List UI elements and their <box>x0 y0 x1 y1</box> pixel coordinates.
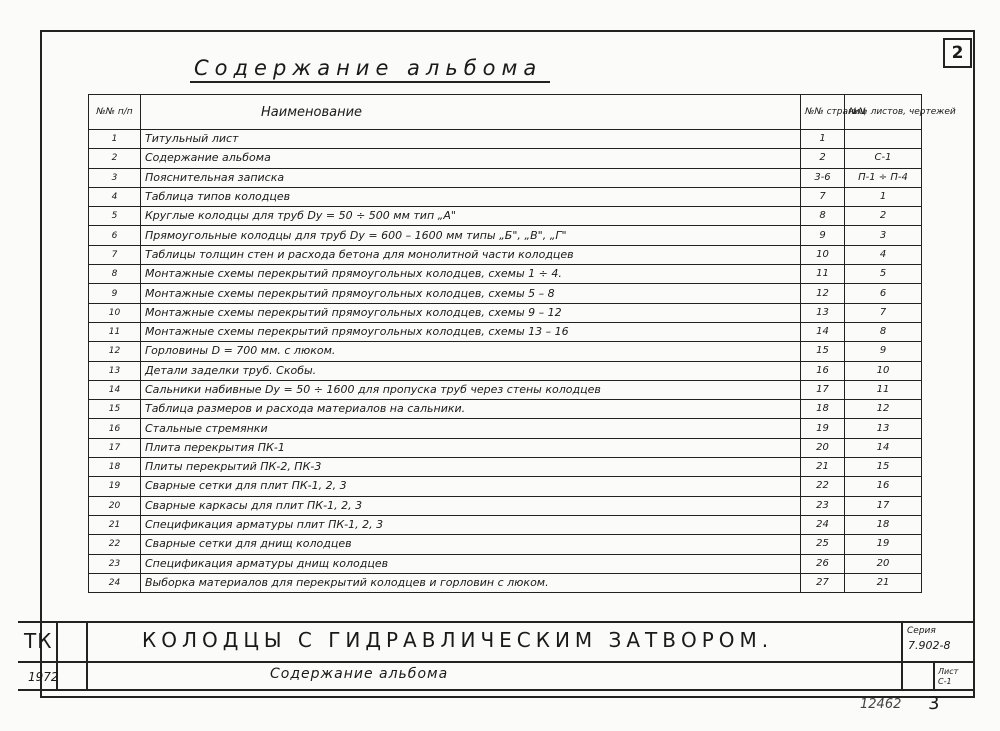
row-name: Горловины D = 700 мм. с люком. <box>141 342 801 361</box>
stamp-subtitle: Содержание альбома <box>270 666 449 682</box>
row-page: 14 <box>801 322 845 341</box>
row-number: 1 <box>89 130 141 149</box>
inventory-number: 12462 <box>860 697 902 712</box>
row-page: 3-6 <box>801 168 845 187</box>
row-sheet: С-1 <box>845 149 922 168</box>
document-title: Содержание альбома <box>190 55 550 83</box>
row-name: Содержание альбома <box>141 149 801 168</box>
table-row <box>89 477 922 496</box>
header-sheets: №№ листов, чертежей <box>845 95 922 130</box>
row-sheet: 1 <box>845 187 922 206</box>
table-row <box>89 130 922 149</box>
row-number: 22 <box>89 535 141 554</box>
row-sheet: П-1 ÷ П-4 <box>845 168 922 187</box>
row-name: Таблица размеров и расхода материалов на сальники. <box>141 400 801 419</box>
row-page: 1 <box>801 130 845 149</box>
row-sheet: 19 <box>845 535 922 554</box>
table-row <box>89 535 922 554</box>
table-row <box>89 226 922 245</box>
page-number: 3 <box>928 693 940 714</box>
row-name: Спецификация арматуры плит ПК-1, 2, 3 <box>141 515 801 534</box>
table-row <box>89 342 922 361</box>
table-row <box>89 400 922 419</box>
table-row <box>89 438 922 457</box>
project-title: КОЛОДЦЫ С ГИДРАВЛИЧЕСКИМ ЗАТВОРОМ. <box>142 628 774 652</box>
row-sheet: 9 <box>845 342 922 361</box>
table-row <box>89 265 922 284</box>
table-row <box>89 380 922 399</box>
row-sheet: 7 <box>845 303 922 322</box>
row-name: Монтажные схемы перекрытий прямоугольных колодцев, схемы 1 ÷ 4. <box>141 265 801 284</box>
row-name: Титульный лист <box>141 130 801 149</box>
row-page: 13 <box>801 303 845 322</box>
row-sheet: 17 <box>845 496 922 515</box>
row-number: 15 <box>89 400 141 419</box>
row-page: 20 <box>801 438 845 457</box>
row-number: 7 <box>89 245 141 264</box>
row-sheet: 2 <box>845 207 922 226</box>
table-row <box>89 303 922 322</box>
header-page: №№ страниц <box>801 95 845 130</box>
row-sheet: 10 <box>845 361 922 380</box>
row-sheet: 21 <box>845 573 922 592</box>
row-page: 10 <box>801 245 845 264</box>
row-sheet: 5 <box>845 265 922 284</box>
row-sheet: 14 <box>845 438 922 457</box>
row-sheet: 20 <box>845 554 922 573</box>
series-label: Серия <box>907 626 936 636</box>
row-name: Спецификация арматуры днищ колодцев <box>141 554 801 573</box>
table-row <box>89 419 922 438</box>
row-page: 11 <box>801 265 845 284</box>
row-name: Таблицы толщин стен и расхода бетона для монолитной части колодцев <box>141 245 801 264</box>
row-sheet: 4 <box>845 245 922 264</box>
row-name: Монтажные схемы перекрытий прямоугольных колодцев, схемы 9 – 12 <box>141 303 801 322</box>
row-name: Сальники набивные Dу = 50 ÷ 1600 для пропуска труб через стены колодцев <box>141 380 801 399</box>
row-number: 3 <box>89 168 141 187</box>
table-row <box>89 322 922 341</box>
row-sheet: 15 <box>845 458 922 477</box>
row-number: 21 <box>89 515 141 534</box>
stamp-code: ТК <box>24 629 53 653</box>
row-sheet: 8 <box>845 322 922 341</box>
row-number: 23 <box>89 554 141 573</box>
row-page: 17 <box>801 380 845 399</box>
row-sheet <box>845 130 922 149</box>
row-sheet: 12 <box>845 400 922 419</box>
row-sheet: 18 <box>845 515 922 534</box>
row-page: 15 <box>801 342 845 361</box>
contents-table <box>88 94 956 593</box>
header-num: №№ п/п <box>89 95 141 130</box>
row-page: 2 <box>801 149 845 168</box>
table-row <box>89 149 922 168</box>
row-number: 2 <box>89 149 141 168</box>
row-sheet: 13 <box>845 419 922 438</box>
row-name: Плиты перекрытий ПК-2, ПК-3 <box>141 458 801 477</box>
row-number: 4 <box>89 187 141 206</box>
row-page: 8 <box>801 207 845 226</box>
series-value: 7.902-8 <box>908 639 951 652</box>
row-name: Таблица типов колодцев <box>141 187 801 206</box>
row-number: 24 <box>89 573 141 592</box>
table-row <box>89 245 922 264</box>
row-number: 11 <box>89 322 141 341</box>
table-row <box>89 515 922 534</box>
row-sheet: 6 <box>845 284 922 303</box>
row-page: 12 <box>801 284 845 303</box>
row-page: 21 <box>801 458 845 477</box>
row-number: 19 <box>89 477 141 496</box>
table-row <box>89 554 922 573</box>
row-number: 18 <box>89 458 141 477</box>
row-name: Круглые колодцы для труб Dу = 50 ÷ 500 мм тип „А" <box>141 207 801 226</box>
table-header-row <box>89 95 922 130</box>
header-name: Наименование <box>141 95 801 130</box>
row-page: 24 <box>801 515 845 534</box>
row-page: 18 <box>801 400 845 419</box>
table-row <box>89 187 922 206</box>
row-name: Сварные каркасы для плит ПК-1, 2, 3 <box>141 496 801 515</box>
row-number: 17 <box>89 438 141 457</box>
row-name: Монтажные схемы перекрытий прямоугольных колодцев, схемы 5 – 8 <box>141 284 801 303</box>
row-page: 23 <box>801 496 845 515</box>
row-number: 13 <box>89 361 141 380</box>
row-number: 20 <box>89 496 141 515</box>
row-page: 16 <box>801 361 845 380</box>
contents-table-body <box>89 130 922 593</box>
row-page: 22 <box>801 477 845 496</box>
row-page: 26 <box>801 554 845 573</box>
row-page: 7 <box>801 187 845 206</box>
page-box-number: 2 <box>943 38 972 68</box>
row-name: Плита перекрытия ПК-1 <box>141 438 801 457</box>
row-number: 5 <box>89 207 141 226</box>
row-number: 12 <box>89 342 141 361</box>
table-row <box>89 458 922 477</box>
row-name: Детали заделки труб. Скобы. <box>141 361 801 380</box>
row-name: Стальные стремянки <box>141 419 801 438</box>
row-page: 25 <box>801 535 845 554</box>
sheet-label: Лист <box>938 667 959 676</box>
row-name: Выборка материалов для перекрытий колодцев и горловин с люком. <box>141 573 801 592</box>
table-row <box>89 207 922 226</box>
sheet-value: С-1 <box>938 677 952 686</box>
table-row <box>89 168 922 187</box>
row-number: 8 <box>89 265 141 284</box>
row-number: 9 <box>89 284 141 303</box>
table-row <box>89 573 922 592</box>
row-number: 10 <box>89 303 141 322</box>
row-sheet: 11 <box>845 380 922 399</box>
row-name: Монтажные схемы перекрытий прямоугольных колодцев, схемы 13 – 16 <box>141 322 801 341</box>
row-name: Сварные сетки для плит ПК-1, 2, 3 <box>141 477 801 496</box>
stamp-year: 1972 <box>28 670 59 684</box>
row-number: 14 <box>89 380 141 399</box>
row-name: Прямоугольные колодцы для труб Dу = 600 – 1600 мм типы „Б", „В", „Г" <box>141 226 801 245</box>
row-name: Пояснительная записка <box>141 168 801 187</box>
table-row <box>89 284 922 303</box>
table-row <box>89 496 922 515</box>
row-sheet: 16 <box>845 477 922 496</box>
row-number: 16 <box>89 419 141 438</box>
row-page: 9 <box>801 226 845 245</box>
row-page: 27 <box>801 573 845 592</box>
row-name: Сварные сетки для днищ колодцев <box>141 535 801 554</box>
row-sheet: 3 <box>845 226 922 245</box>
row-number: 6 <box>89 226 141 245</box>
table-row <box>89 361 922 380</box>
row-page: 19 <box>801 419 845 438</box>
